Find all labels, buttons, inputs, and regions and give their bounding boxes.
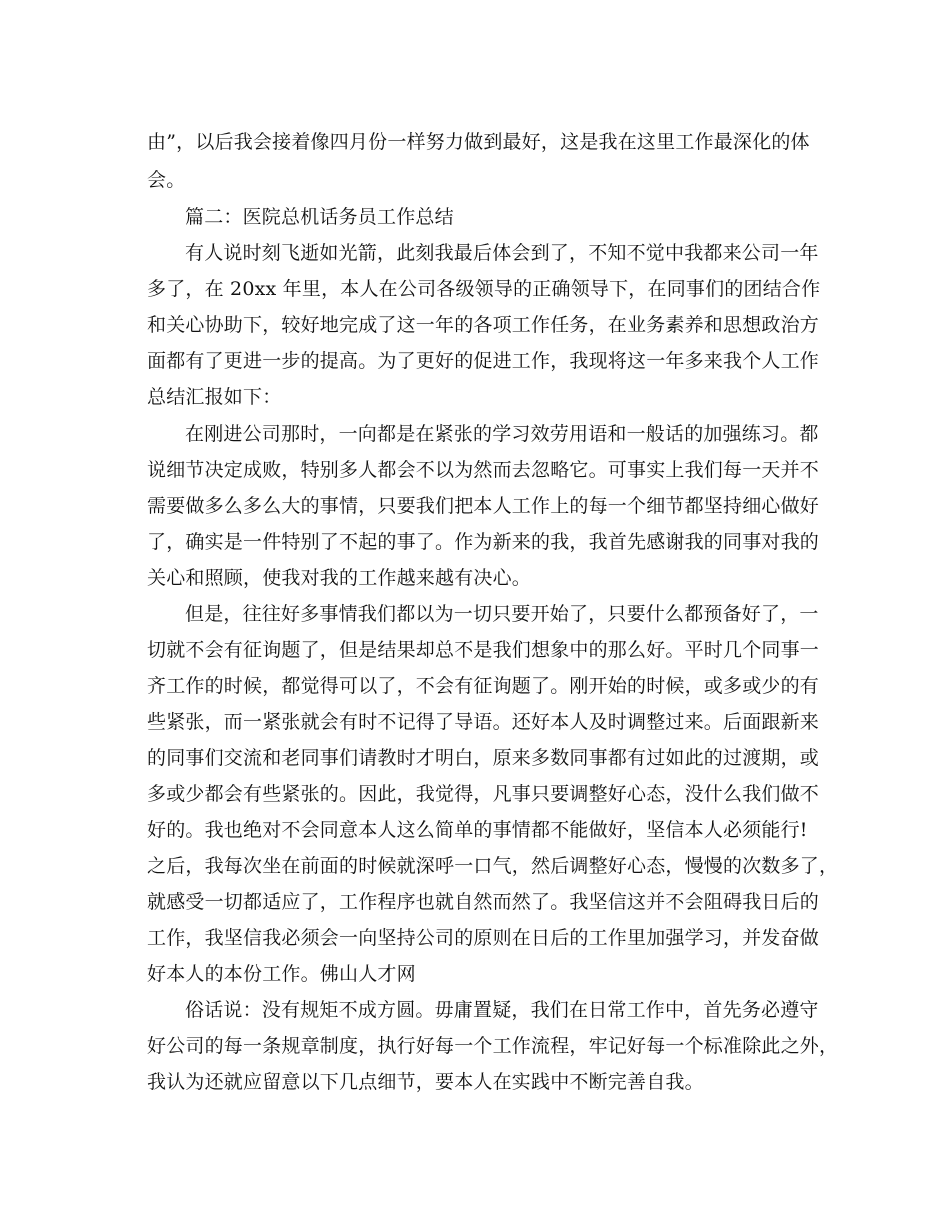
- text-line: 和关心协助下，较好地完成了这一年的各项工作任务，在业务素养和思想政治方: [147, 314, 820, 336]
- text-line: 有人说时刻飞逝如光箭，此刻我最后体会到了，不知不觉中我都来公司一年: [185, 242, 819, 264]
- text-line: 总结汇报如下：: [147, 386, 282, 408]
- text-line: 了，确实是一件特别了不起的事了。作为新来的我，我首先感谢我的同事对我的: [147, 531, 820, 553]
- text-line: 但是，往往好多事情我们都以为一切只要开始了，只要什么都预备好了，一: [185, 603, 819, 625]
- text-line: 好公司的每一条规章制度，执行好每一个工作流程，牢记好每一个标准除此之外，: [147, 1035, 839, 1057]
- text-line: 我认为还就应留意以下几点细节，要本人在实践中不断完善自我。: [147, 1071, 704, 1093]
- section-heading: 篇二：医院总机话务员工作总结: [185, 206, 454, 228]
- text-line: 多了，在 20xx 年里，本人在公司各级领导的正确领导下，在同事们的团结合作: [147, 278, 821, 300]
- text-line: 好的。我也绝对不会同意本人这么简单的事情都不能做好，坚信本人必须能行!: [147, 819, 808, 841]
- text-line: 由”，以后我会接着像四月份一样努力做到最好，这是我在这里工作最深化的体: [147, 131, 810, 153]
- text-line: 之后，我每次坐在前面的时候就深呼一口气，然后调整好心态，慢慢的次数多了，: [147, 855, 839, 877]
- text-line: 齐工作的时候，都觉得可以了，不会有征询题了。刚开始的时候，或多或少的有: [147, 675, 820, 697]
- text-line: 切就不会有征询题了，但是结果却总不是我们想象中的那么好。平时几个同事一: [147, 639, 820, 661]
- text-line: 多或少都会有些紧张的。因此，我觉得，凡事只要调整好心态，没什么我们做不: [147, 783, 820, 805]
- text-line: 好本人的本份工作。佛山人才网: [147, 963, 416, 985]
- text-line: 面都有了更进一步的提高。为了更好的促进工作，我现将这一年多来我个人工作: [147, 350, 820, 372]
- text-line: 工作，我坚信我必须会一向坚持公司的原则在日后的工作里加强学习，并发奋做: [147, 927, 820, 949]
- text-line: 关心和照顾，使我对我的工作越来越有决心。: [147, 567, 532, 589]
- text-line: 的同事们交流和老同事们请教时才明白，原来多数同事都有过如此的过渡期，或: [147, 747, 820, 769]
- text-line: 说细节决定成败，特别多人都会不以为然而去忽略它。可事实上我们每一天并不: [147, 459, 820, 481]
- text-line: 需要做多么多么大的事情，只要我们把本人工作上的每一个细节都坚持细心做好: [147, 495, 820, 517]
- text-line: 俗话说：没有规矩不成方圆。毋庸置疑，我们在日常工作中，首先务必遵守: [185, 999, 819, 1021]
- text-line: 些紧张，而一紧张就会有时不记得了导语。还好本人及时调整过来。后面跟新来: [147, 711, 820, 733]
- text-line: 就感受一切都适应了，工作程序也就自然而然了。我坚信这并不会阻碍我日后的: [147, 891, 820, 913]
- text-line: 在刚进公司那时，一向都是在紧张的学习效劳用语和一般话的加强练习。都: [185, 423, 819, 445]
- text-line: 会。: [147, 169, 186, 191]
